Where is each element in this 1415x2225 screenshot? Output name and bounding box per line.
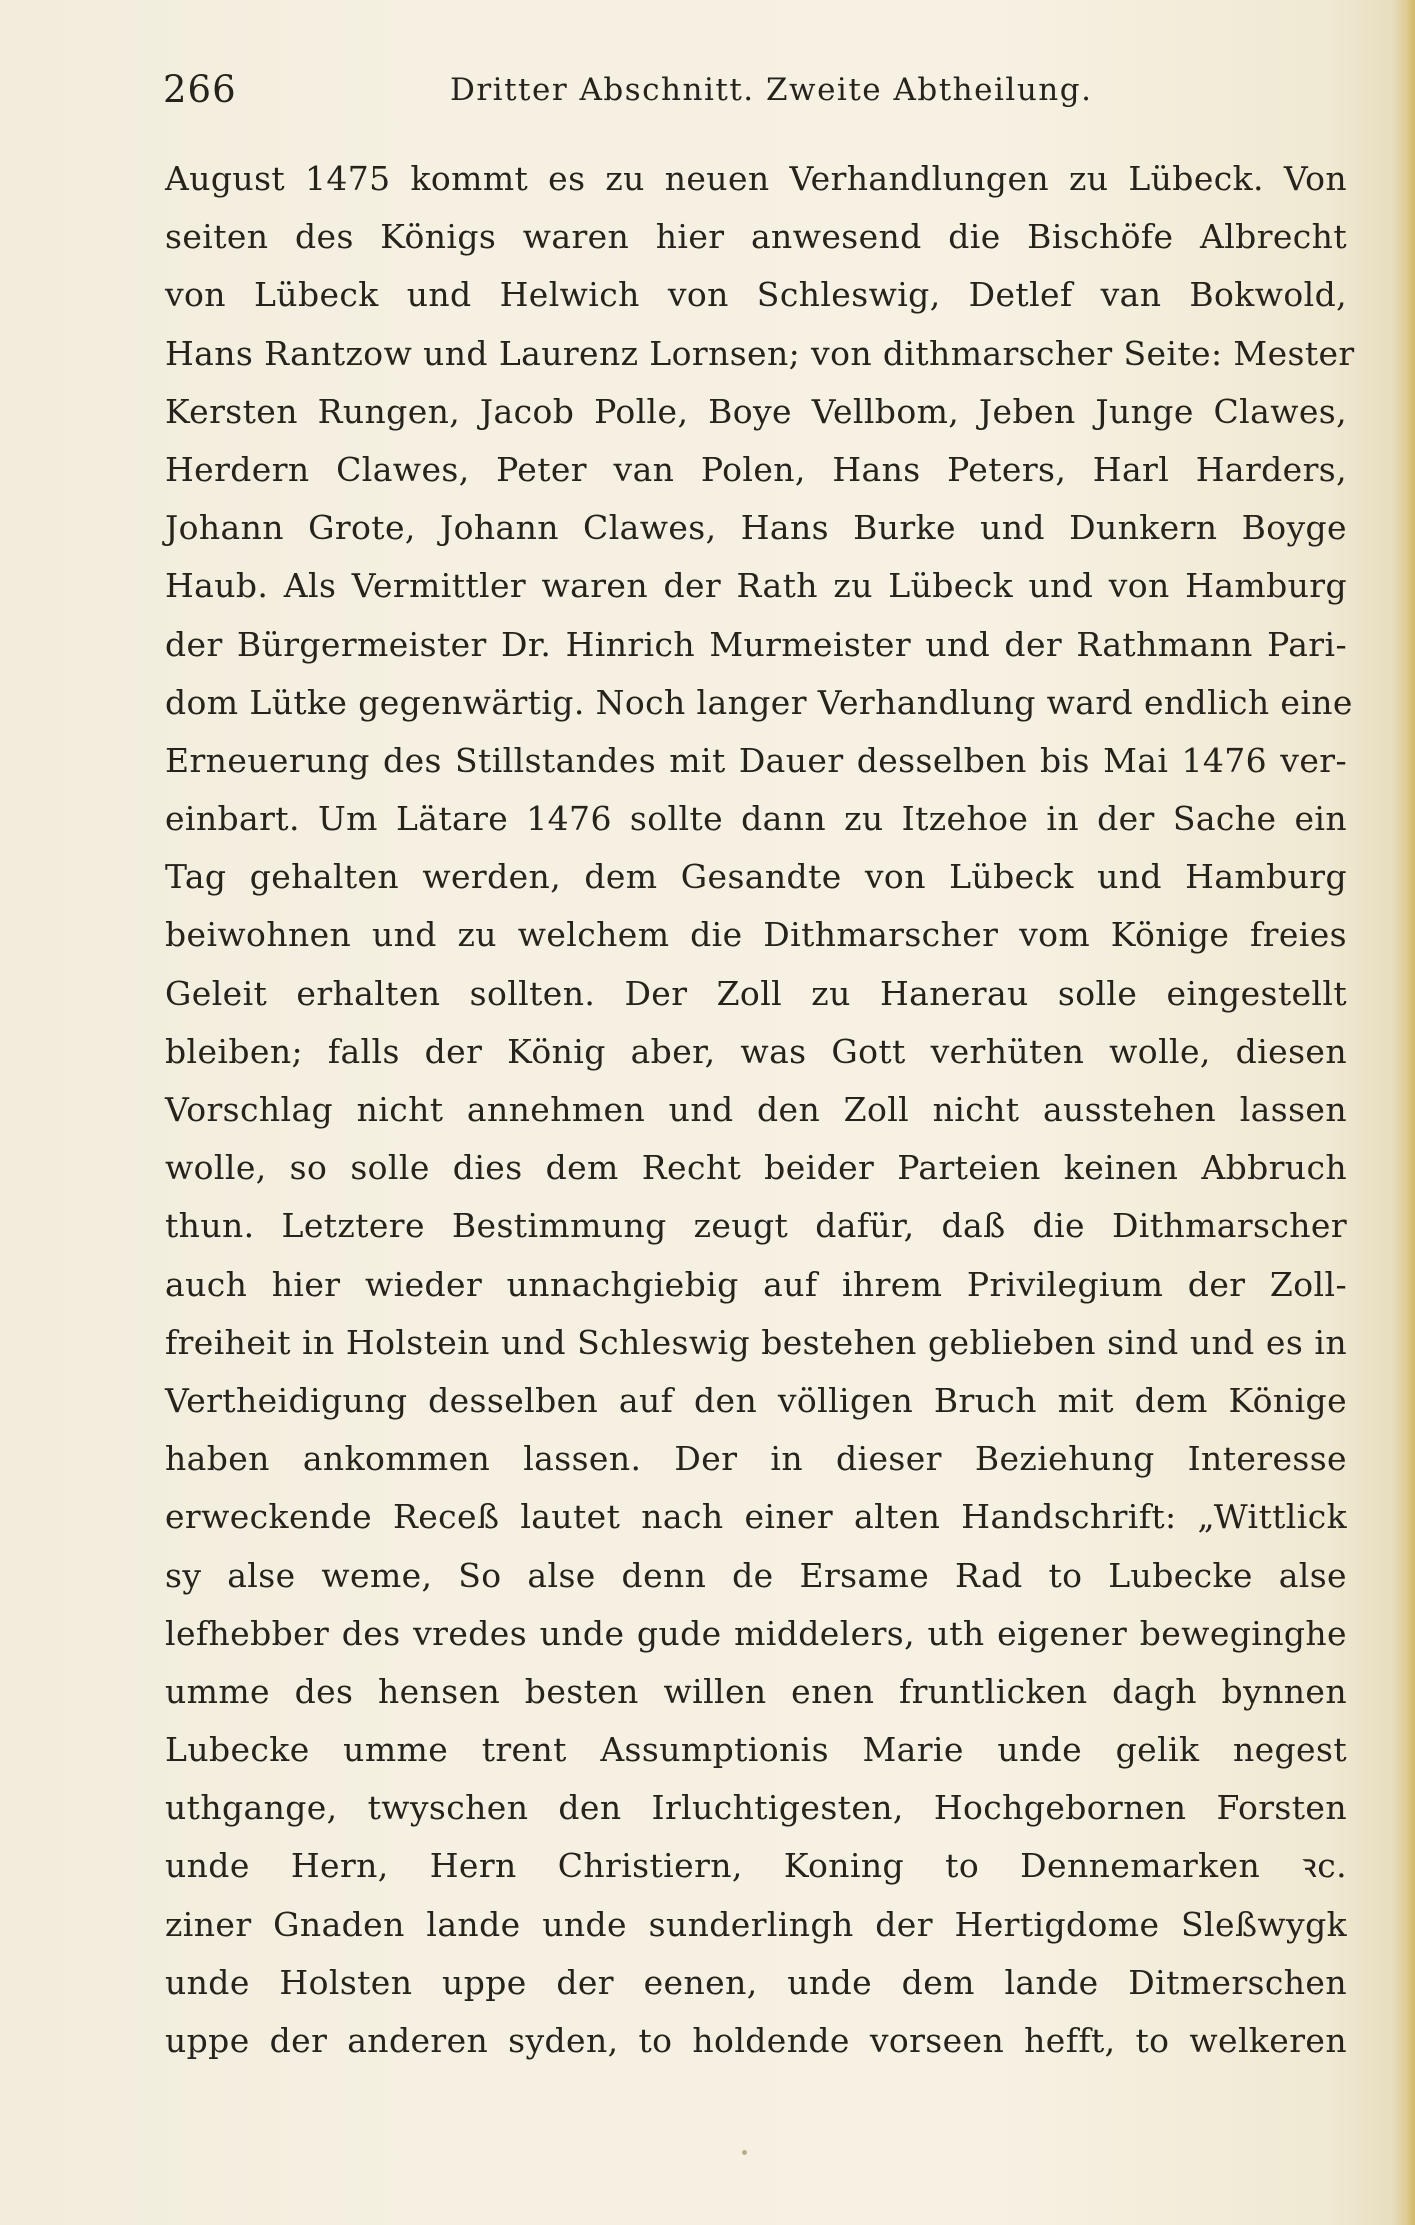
text-line: erweckende Receß lautet nach einer alten Handschrift: „Wittlick	[165, 1497, 1347, 1537]
text-line: uppe der anderen syden, to holdende vorseen hefft, to welkeren	[165, 2021, 1347, 2060]
text-line: Erneuerung des Stillstandes mit Dauer desselben bis Mai 1476 ver-	[165, 740, 1347, 780]
text-line: August 1475 kommt es zu neuen Verhandlungen zu Lübeck. Von	[165, 159, 1347, 198]
text-line: umme des hensen besten willen enen fruntlicken dagh bynnen	[165, 1671, 1347, 1711]
text-line: thun. Letztere Bestimmung zeugt dafür, daß die Dithmarscher	[165, 1206, 1347, 1246]
text-line: wolle, so solle dies dem Recht beider Parteien keinen Abbruch	[165, 1148, 1347, 1188]
text-line: der Bürgermeister Dr. Hinrich Murmeister und der Rathmann Pari-	[165, 624, 1347, 664]
text-line: Johann Grote, Johann Clawes, Hans Burke und Dunkern Boyge	[165, 508, 1347, 548]
page-number: 266	[163, 68, 237, 111]
text-line: Kersten Rungen, Jacob Polle, Boye Vellbom, Jeben Junge Clawes,	[165, 391, 1347, 431]
text-line: freiheit in Holstein und Schleswig bestehen geblieben sind und es in	[165, 1322, 1347, 1362]
body-text	[165, 150, 1355, 2070]
text-line: uthgange, twyschen den Irluchtigesten, Hochgebornen Forsten	[165, 1788, 1347, 1828]
text-line: Vorschlag nicht annehmen und den Zoll nicht ausstehen lassen	[165, 1090, 1347, 1129]
text-line: seiten des Königs waren hier anwesend die Bischöfe Albrecht	[165, 217, 1347, 257]
text-line: beiwohnen und zu welchem die Dithmarscher vom Könige freies	[165, 915, 1347, 955]
text-line: Vertheidigung desselben auf den völligen Bruch mit dem Könige	[165, 1380, 1347, 1420]
paper-speck	[742, 2150, 747, 2155]
text-line: von Lübeck und Helwich von Schleswig, Detlef van Bokwold,	[165, 275, 1347, 315]
text-line: einbart. Um Lätare 1476 sollte dann zu Itzehoe in der Sache ein	[165, 799, 1347, 839]
text-line: lefhebber des vredes unde gude middelers, uth eigener beweginghe	[165, 1613, 1347, 1653]
text-line: auch hier wieder unnachgiebig auf ihrem Privilegium der Zoll-	[165, 1264, 1347, 1304]
text-line: unde Hern, Hern Christiern, Koning to Dennemarken ꝛc.	[165, 1846, 1347, 1886]
text-line: sy alse weme, So alse denn de Ersame Rad to Lubecke alse	[165, 1555, 1347, 1595]
text-line: ziner Gnaden lande unde sunderlingh der Hertigdome Sleßwygk	[165, 1904, 1347, 1944]
text-line: Tag gehalten werden, dem Gesandte von Lübeck und Hamburg	[165, 857, 1347, 897]
text-line: Haub. Als Vermittler waren der Rath zu Lübeck und von Hamburg	[165, 566, 1347, 606]
text-line: bleiben; falls der König aber, was Gott verhüten wolle, diesen	[165, 1031, 1347, 1071]
text-line: haben ankommen lassen. Der in dieser Beziehung Interesse	[165, 1439, 1347, 1479]
running-head: Dritter Abschnitt. Zweite Abtheilung.	[450, 72, 1093, 108]
text-line: Hans Rantzow und Laurenz Lornsen; von dithmarscher Seite: Mester	[165, 333, 1355, 373]
page-header	[163, 62, 1283, 118]
text-line: Lubecke umme trent Assumptionis Marie unde gelik negest	[165, 1730, 1347, 1770]
page-edge-shadow	[1393, 0, 1415, 2225]
text-line: Geleit erhalten sollten. Der Zoll zu Hanerau solle eingestellt	[165, 973, 1347, 1013]
text-line: Herdern Clawes, Peter van Polen, Hans Peters, Harl Harders,	[165, 449, 1347, 489]
text-line: dom Lütke gegenwärtig. Noch langer Verhandlung ward endlich eine	[165, 682, 1353, 722]
text-line: unde Holsten uppe der eenen, unde dem lande Ditmerschen	[165, 1962, 1347, 2002]
